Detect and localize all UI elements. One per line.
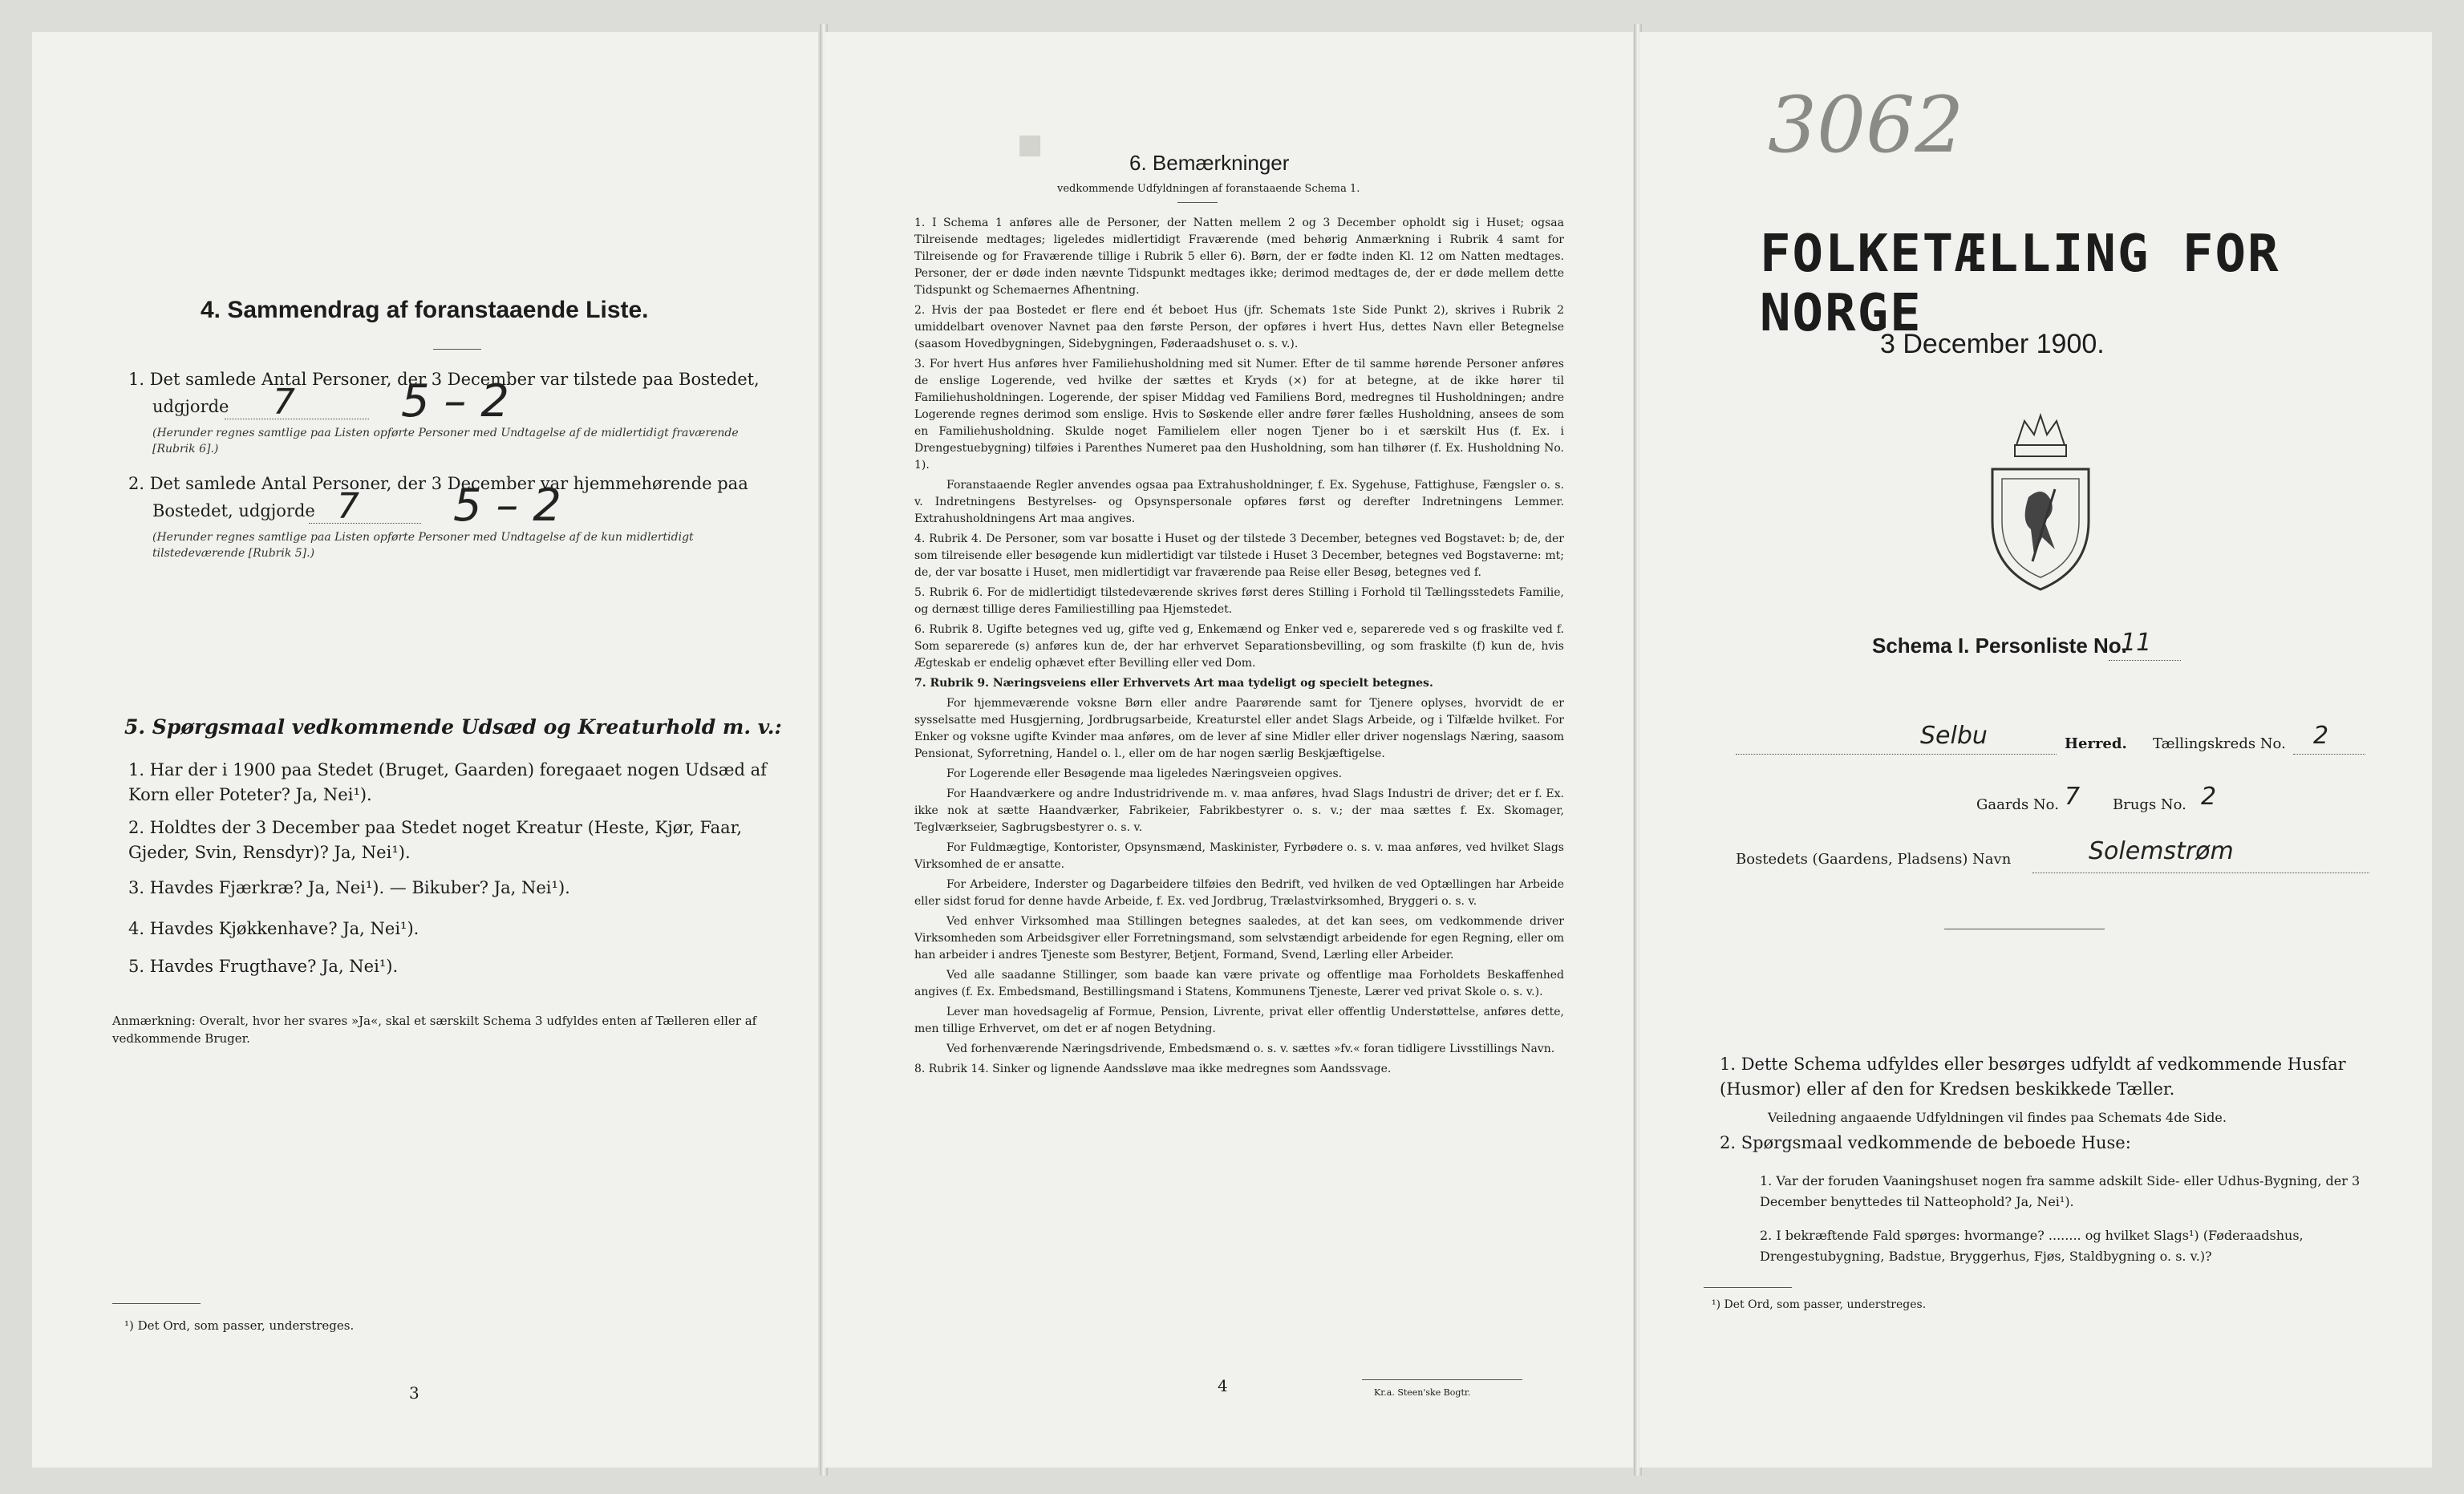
bosted-value: Solemstrøm xyxy=(2089,837,2234,865)
summary-item-2-split: 5 – 2 xyxy=(453,480,561,532)
remark-item: Ved enhver Virksomhed maa Stillingen betegnes saaledes, at det kan sees, om vedkommende driver Virksomheden som Arbeidsgiver eller Forretningsmand, som selvstændigt arbeidende for egen Regning, eller om han arbeider i andres Tjeneste som Bestyrer, Betjent, Formand, Svend, Lærling eller Arbeider. xyxy=(914,915,1564,962)
remark-item: For Haandværkere og andre Industridrivende m. v. maa anføres, hvad Slags Industri de driver; det er f. Ex. ikke nok at sætte Haandværker, Fabrikeier, Fabrikbestyrer o. s. v.; der maa sættes f. Ex. Skomager, Teglværkseier, Sagbrugsbestyrer o. s. v. xyxy=(914,787,1564,834)
remarks-title: 6. Bemærkninger xyxy=(1129,151,1290,175)
remark-item: Foranstaaende Regler anvendes ogsaa paa Extrahusholdninger, f. Ex. Sygehuse, Fattighuse, Fængsler o. s. v. Indretningens Bestyrelses- og Opsynspersonale opføres først og derefter Indretningens Lemmer. Extrahusholdningens Art maa angives. xyxy=(914,479,1564,525)
instruction-1: 1. Dette Schema udfyldes eller besørges udfyldt af vedkommende Husfar (Husmor) eller af den for Kredsen beskikkede Tæller. xyxy=(1720,1055,2346,1099)
census-date: 3 December 1900. xyxy=(1880,329,2105,359)
page-number: 3 xyxy=(409,1383,419,1403)
question-2: 2. Holdtes der 3 December paa Stedet noget Kreatur (Heste, Kjør, Faar, Gjeder, Svin, Rensdyr)? Ja, Nei¹). xyxy=(128,818,743,862)
coat-of-arms-icon xyxy=(1984,409,2097,593)
printer-rule xyxy=(1362,1379,1522,1380)
footnote-rule xyxy=(112,1303,201,1304)
summary-item-1-note: (Herunder regnes samtlige paa Listen opførte Personer med Undtagelse af de midlertidigt fraværende [Rubrik 6].) xyxy=(152,427,739,455)
section4-title: 4. Sammendrag af foranstaaende Liste. xyxy=(201,297,649,323)
remarks-subtitle: vedkommende Udfyldningen af foranstaaende Schema 1. xyxy=(1057,183,1360,195)
instruction-2: 2. Spørgsmaal vedkommende de beboede Huse: xyxy=(1720,1133,2131,1152)
summary-item-1-split: 5 – 2 xyxy=(401,375,509,427)
dotted-line xyxy=(309,523,421,524)
footnote: ¹) Det Ord, som passer, understreges. xyxy=(1712,1298,1927,1311)
question-5: 5. Havdes Frugthave? Ja, Nei¹). xyxy=(128,957,399,976)
question-4: 4. Havdes Kjøkkenhave? Ja, Nei¹). xyxy=(128,919,419,938)
remark-item: 3. For hvert Hus anføres hver Familiehusholdning med sit Numer. Efter de til samme hørende Personer anføres de enslige Logerende, ved hvilke der sættes et Kryds (×) for at betegne, at de ikke hører til Familiehusholdningen. Logerende, der spiser Middag ved Familiens Bord, medregnes til Husholdningen; andre Logerende regnes derimod som enslige. Hvis to Søskende eller andre fører fælles Husholdning, ansees de som en Familiehusholdning. Skulde noget Familielem eller nogen Tjener bo i et særskilt Hus (f. Ex. i Drengestuebygning) tilføies i Parenthes Numeret paa den Husholdning, som han tilhører (f. Ex. Husholdning No. 1). xyxy=(914,358,1564,472)
remark-item: For Logerende eller Besøgende maa ligeledes Næringsveien opgives. xyxy=(946,767,1343,780)
remark: Anmærkning: Overalt, hvor her svares »Ja«, skal et særskilt Schema 3 udfyldes enten af Tælleren eller af vedkommende Bruger. xyxy=(112,1014,757,1046)
schema-number: 11 xyxy=(2121,629,2152,657)
instruction-2-q1: 1. Var der foruden Vaaningshuset nogen fra samme adskilt Side- eller Udhus-Bygning, der 3 December benyttedes til Natteophold? Ja, Nei¹). xyxy=(1760,1173,2361,1209)
brugs-label: Brugs No. xyxy=(2113,796,2186,813)
dotted-line xyxy=(2293,754,2365,755)
divider xyxy=(1177,202,1218,203)
instruction-2-q2: 2. I bekræftende Fald spørges: hvormange? ........ og hvilket Slags¹) (Føderaadshus, Drengestubygning, Badstue, Bryggerhus, Fjøs, Staldbygning o. s. v.)? xyxy=(1760,1228,2304,1264)
summary-item-1: 1. Det samlede Antal Personer, der 3 December var tilstede paa Bostedet, xyxy=(128,370,760,389)
remarks-list xyxy=(914,215,1564,1081)
remark-item: 2. Hvis der paa Bostedet er flere end ét beboet Hus (jfr. Schemats 1ste Side Punkt 2), skrives i Rubrik 2 umiddelbart ovenover Navnet paa den første Person, der opføres i hvert Hus, dettes Navn eller Betegnelse (saasom Hovedbygningen, Sidebygningen, Føderaadshuset o. s. v.). xyxy=(914,304,1564,350)
herred-label: Herred. xyxy=(2065,735,2127,752)
summary-item-2-note: (Herunder regnes samtlige paa Listen opførte Personer med Undtagelse af de kun midlertidigt tilstedeværende [Rubrik 5].) xyxy=(152,531,694,560)
summary-item-2: 2. Det samlede Antal Personer, der 3 December var hjemmehørende paa xyxy=(128,474,748,493)
summary-item-1-prefix: udgjorde xyxy=(152,397,229,416)
kreds-value: 2 xyxy=(2313,722,2329,750)
page-number: 4 xyxy=(1218,1376,1228,1395)
remark-item: 4. Rubrik 4. De Personer, som var bosatte i Huset og der tilstede 3 December, betegnes ved Bogstavet: b; de, der som tilreisende eller besøgende kun midlertidigt var tilstede i Huset 3 December, betegnes ved Bogstaverne: mt; de, der var bosatte i Huset, men midlertidigt var fraværende paa Reise eller Besøg, betegnes ved f. xyxy=(914,532,1564,579)
remark-item: For Fuldmægtige, Kontorister, Opsynsmænd, Maskinister, Fyrbødere o. s. v. maa anføres, ved hvilket Slags Virksomhed de er ansatte. xyxy=(914,841,1564,871)
remark-item: For Arbeidere, Inderster og Dagarbeidere tilføies den Bedrift, ved hvilken de ved Optællingen har Arbeide eller sidst forud for denne havde Arbeide, f. Ex. ved Jordbrug, Trælastvirksomhed, Bryggeri o. s. v. xyxy=(914,878,1564,908)
dotted-line xyxy=(1736,754,2057,755)
remark-item: 1. I Schema 1 anføres alle de Personer, der Natten mellem 2 og 3 December opholdt sig i Huset; ogsaa Tilreisende medtages; ligeledes midlertidigt Fraværende (med behørig Anmærkning i Rubrik 4 samt for Tilreisende og for Fraværende tillige i Rubrik 5 eller 6). Børn, der er fødte inden Kl. 12 om Natten medtages. Personer, der er døde inden nævnte Tidspunkt medtages ikke; derimod medtages de, der er døde mellem dette Tidspunkt og Schemaernes Afhentning. xyxy=(914,217,1564,297)
brugs-value: 2 xyxy=(2201,783,2217,811)
left-page xyxy=(32,32,818,1468)
census-title: FOLKETÆLLING FOR NORGE xyxy=(1760,225,2280,343)
remark-item: 6. Rubrik 8. Ugifte betegnes ved ug, gifte ved g, Enkemænd og Enker ved e, separerede ved s og fraskilte ved f. Som separerede (s) anføres kun de, der har erhvervet Separationsbevilling, og som fraskilte (f) kun de, hvis Ægteskab er endelig ophævet efter Bevilling eller ved Dom. xyxy=(914,623,1564,670)
schema-label: Schema I. Personliste No. xyxy=(1872,634,2127,658)
summary-item-1-count: 7 xyxy=(273,382,295,423)
bosted-label: Bostedets (Gaardens, Pladsens) Navn xyxy=(1736,851,2012,868)
archive-number: 3062 xyxy=(1768,80,1964,170)
instruction-1-sub: Veiledning angaaende Udfyldningen vil findes paa Schemats 4de Side. xyxy=(1768,1110,2227,1125)
summary-item-2-prefix: Bostedet, udgjorde xyxy=(152,501,315,520)
remark-item: Ved alle saadanne Stillinger, som baade kan være private og offentlige maa Forholdets Beskaffenhed angives (f. Ex. Embedsmand, Bestillingsmand i Statens, Kommunens Tjeneste, Lærer ved privat Skole o. s. v.). xyxy=(914,969,1564,998)
gaards-label: Gaards No. xyxy=(1976,796,2059,813)
printer-mark: Kr.a. Steen'ske Bogtr. xyxy=(1374,1387,1471,1398)
bleed-through-text: ■ xyxy=(1017,128,1045,160)
middle-page xyxy=(825,32,1633,1468)
dotted-line xyxy=(2109,660,2181,661)
remark-item: Ved forhenværende Næringsdrivende, Embedsmænd o. s. v. sættes »fv.« foran tidligere Livsstillings Navn. xyxy=(946,1043,1555,1055)
right-page xyxy=(1639,32,2432,1468)
question-1: 1. Har der i 1900 paa Stedet (Bruget, Gaarden) foregaaet nogen Udsæd af Korn eller Poteter? Ja, Nei¹). xyxy=(128,760,767,804)
remark-item: For hjemmeværende voksne Børn eller andre Paarørende samt for Tjenere oplyses, hvorvidt de er sysselsatte med Husgjerning, Jordbrugsarbeide, Kreaturstel eller andet Slags Arbeide, og i Tilfælde hvilket. For Enker og voksne ugifte Kvinder maa anføres, om de lever af sine Midler eller driver nogenslags Næring, saasom Pensionat, Syforretning, Handel o. l., eller om de har nogen særlig Beskjæftigelse. xyxy=(914,697,1564,760)
footnote: ¹) Det Ord, som passer, understreges. xyxy=(124,1318,355,1333)
herred-value: Selbu xyxy=(1920,722,1988,750)
divider xyxy=(433,349,481,350)
section5-title: 5. Spørgsmaal vedkommende Udsæd og Kreaturhold m. v.: xyxy=(124,715,782,739)
summary-item-2-count: 7 xyxy=(337,486,359,527)
remark-item: 7. Rubrik 9. Næringsveiens eller Erhvervets Art maa tydeligt og specielt betegnes. xyxy=(914,677,1433,690)
remark-item: Lever man hovedsagelig af Formue, Pension, Livrente, privat eller offentlig Understøttelse, anføres dette, men tillige Erhvervet, om det er af nogen Betydning. xyxy=(914,1006,1564,1035)
remark-item: 5. Rubrik 6. For de midlertidigt tilstedeværende skrives først deres Stilling i Forhold til Tællingsstedets Familie, og dernæst tillige deres Familiestilling paa Hjemstedet. xyxy=(914,586,1564,616)
kreds-label: Tællingskreds No. xyxy=(2153,735,2286,752)
footnote-rule xyxy=(1704,1287,1792,1288)
remark-item: 8. Rubrik 14. Sinker og lignende Aandssløve maa ikke medregnes som Aandssvage. xyxy=(914,1063,1392,1075)
question-3: 3. Havdes Fjærkræ? Ja, Nei¹). — Bikuber? Ja, Nei¹). xyxy=(128,878,570,897)
gaards-value: 7 xyxy=(2065,783,2081,811)
